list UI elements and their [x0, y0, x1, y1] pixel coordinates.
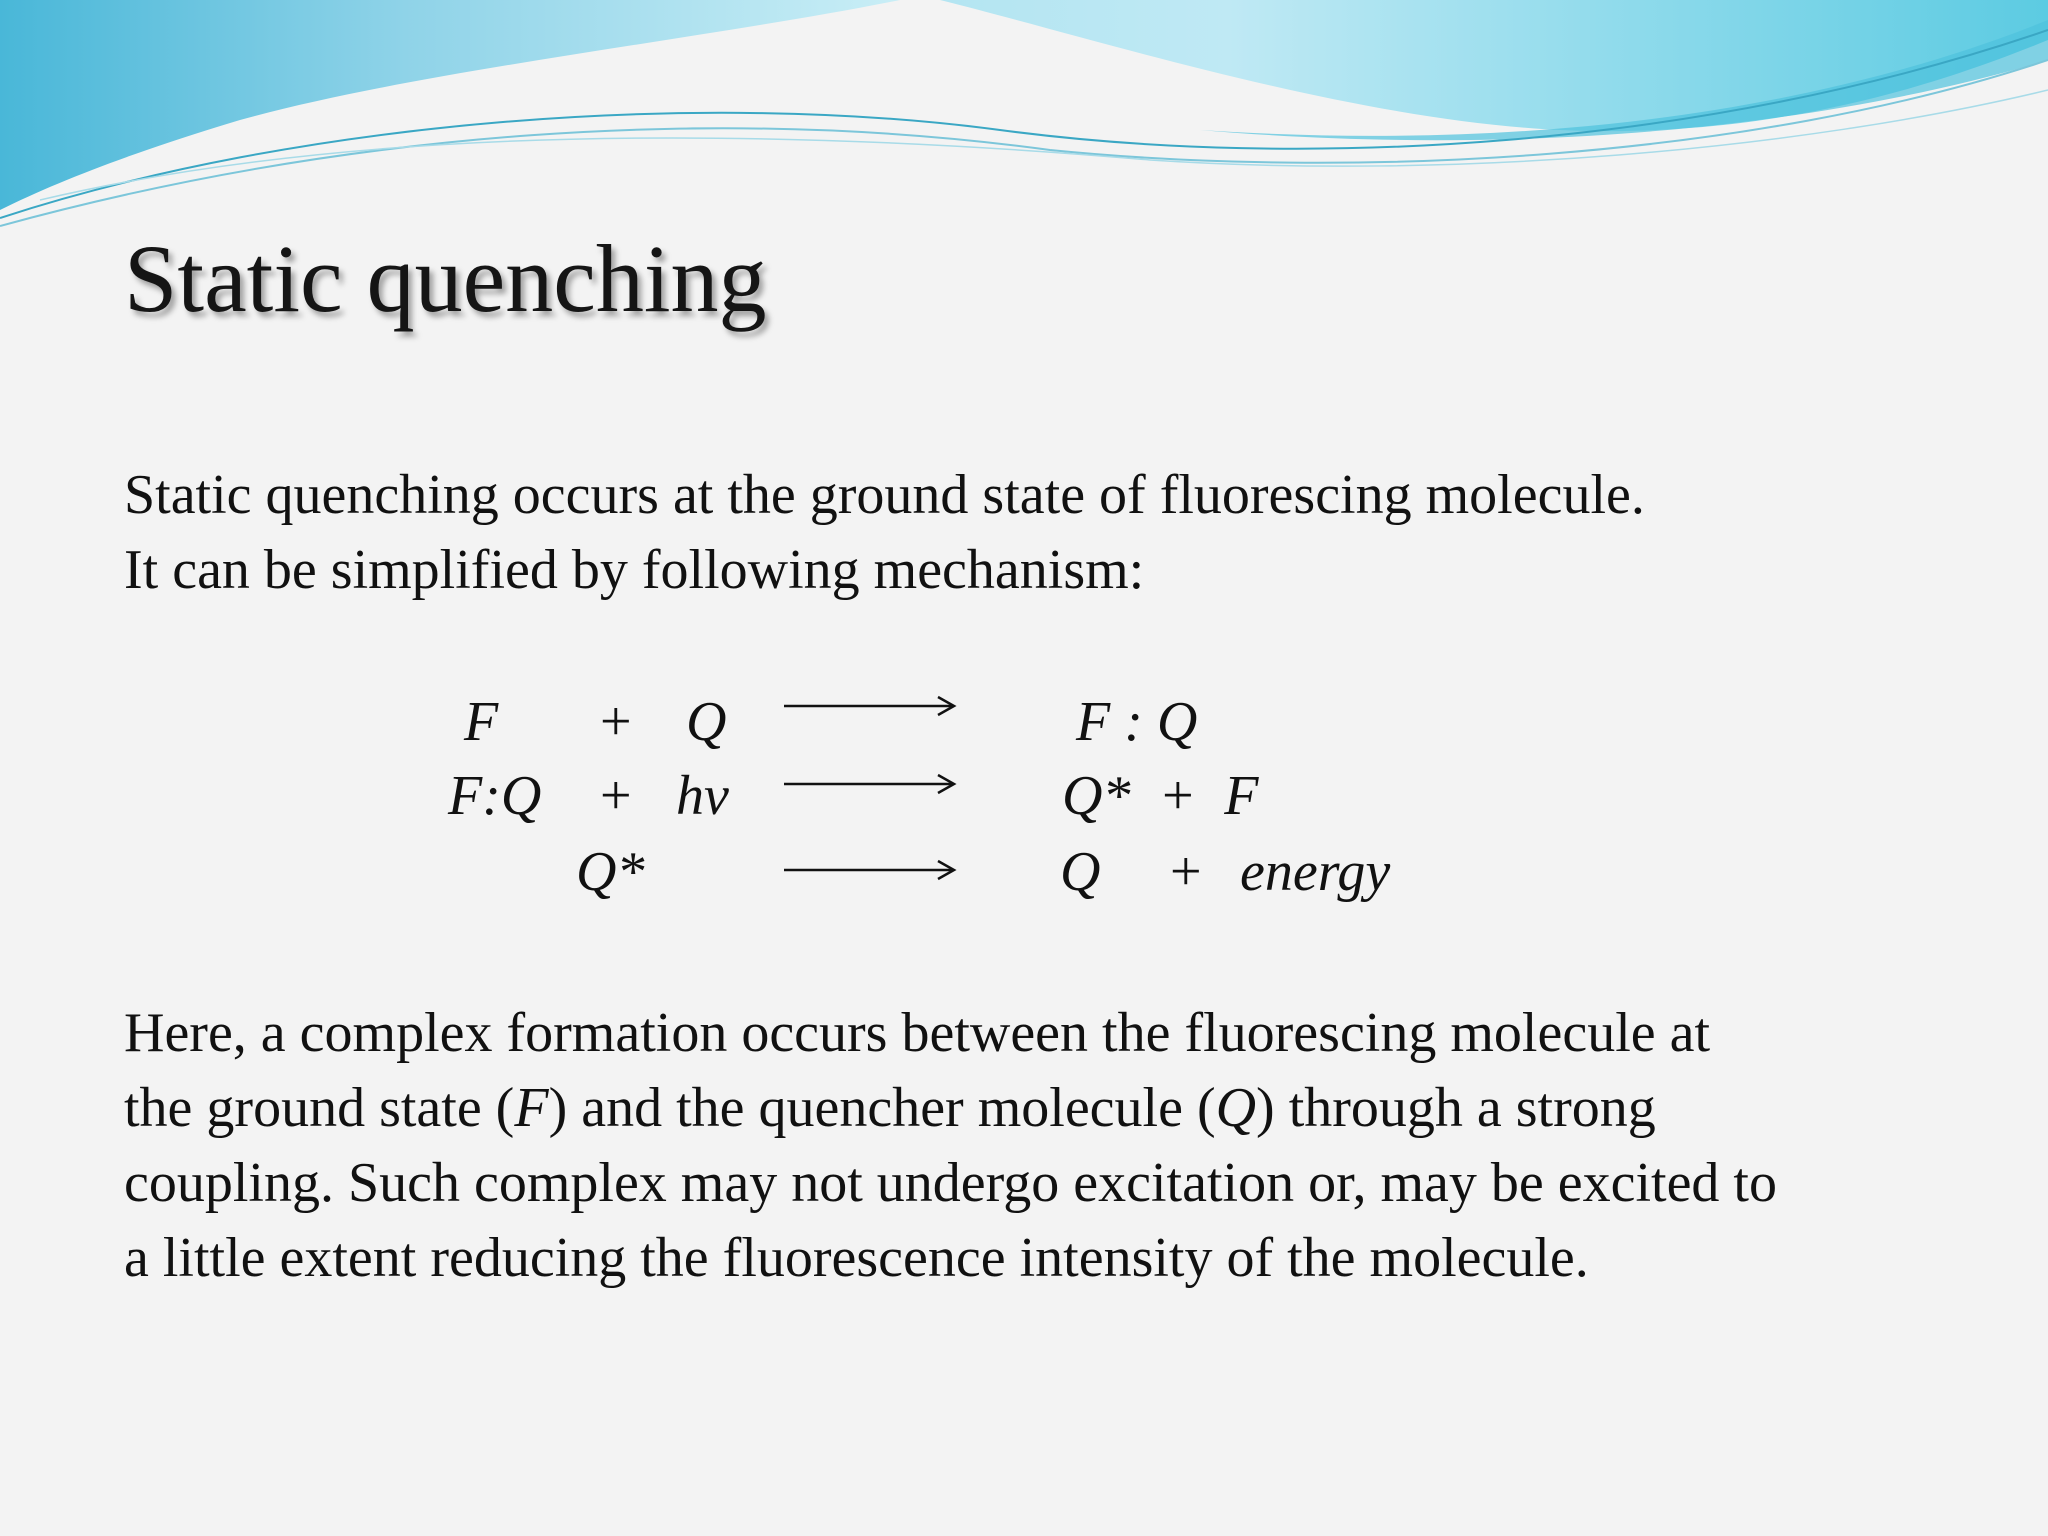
eq2-plus: + — [600, 765, 632, 827]
eq3-arrow — [782, 858, 958, 882]
intro-line-2: It can be simplified by following mechanism: — [124, 539, 1145, 601]
eq1-lhs-b: Q — [686, 691, 727, 753]
intro-line-1: Static quenching occurs at the ground state of fluorescing molecule. — [124, 464, 1645, 526]
intro-paragraph — [124, 458, 1645, 608]
explain-line-1: Here, a complex formation occurs between the fluorescing molecule at — [124, 1002, 1711, 1064]
decorative-wave-header — [0, 0, 2048, 240]
eq1-arrow — [782, 694, 958, 718]
explanation-paragraph — [124, 996, 1777, 1296]
symbol-q: Q — [1215, 1077, 1257, 1139]
explain-line-2-part-a: the ground state ( — [124, 1077, 515, 1139]
explain-line-3: coupling. Such complex may not undergo excitation or, may be excited to — [124, 1152, 1777, 1214]
eq1-lhs-a: F — [464, 691, 499, 753]
eq3-lhs: Q* — [576, 841, 645, 903]
eq1-rhs: F : Q — [1076, 691, 1198, 753]
eq3-rhs-b: energy — [1240, 841, 1391, 903]
symbol-f: F — [514, 1077, 549, 1139]
slide-title: Static quenching — [124, 225, 767, 332]
eq2-lhs-a: F:Q — [448, 765, 542, 827]
explain-line-2 — [124, 1071, 1777, 1146]
eq2-arrow — [782, 772, 958, 796]
explain-line-4: a little extent reducing the fluorescence intensity of the molecule. — [124, 1227, 1589, 1289]
eq3-rhs-a: Q — [1060, 841, 1101, 903]
wave-band-left — [0, 0, 900, 210]
eq2-lhs-b: hv — [676, 765, 729, 827]
explain-line-2-part-c: ) through a strong — [1256, 1077, 1656, 1139]
explain-line-2-part-b: ) and the quencher molecule ( — [548, 1077, 1216, 1139]
eq1-plus: + — [600, 691, 632, 753]
eq2-rhs: Q* + F — [1062, 765, 1259, 827]
eq3-plus: + — [1170, 841, 1202, 903]
